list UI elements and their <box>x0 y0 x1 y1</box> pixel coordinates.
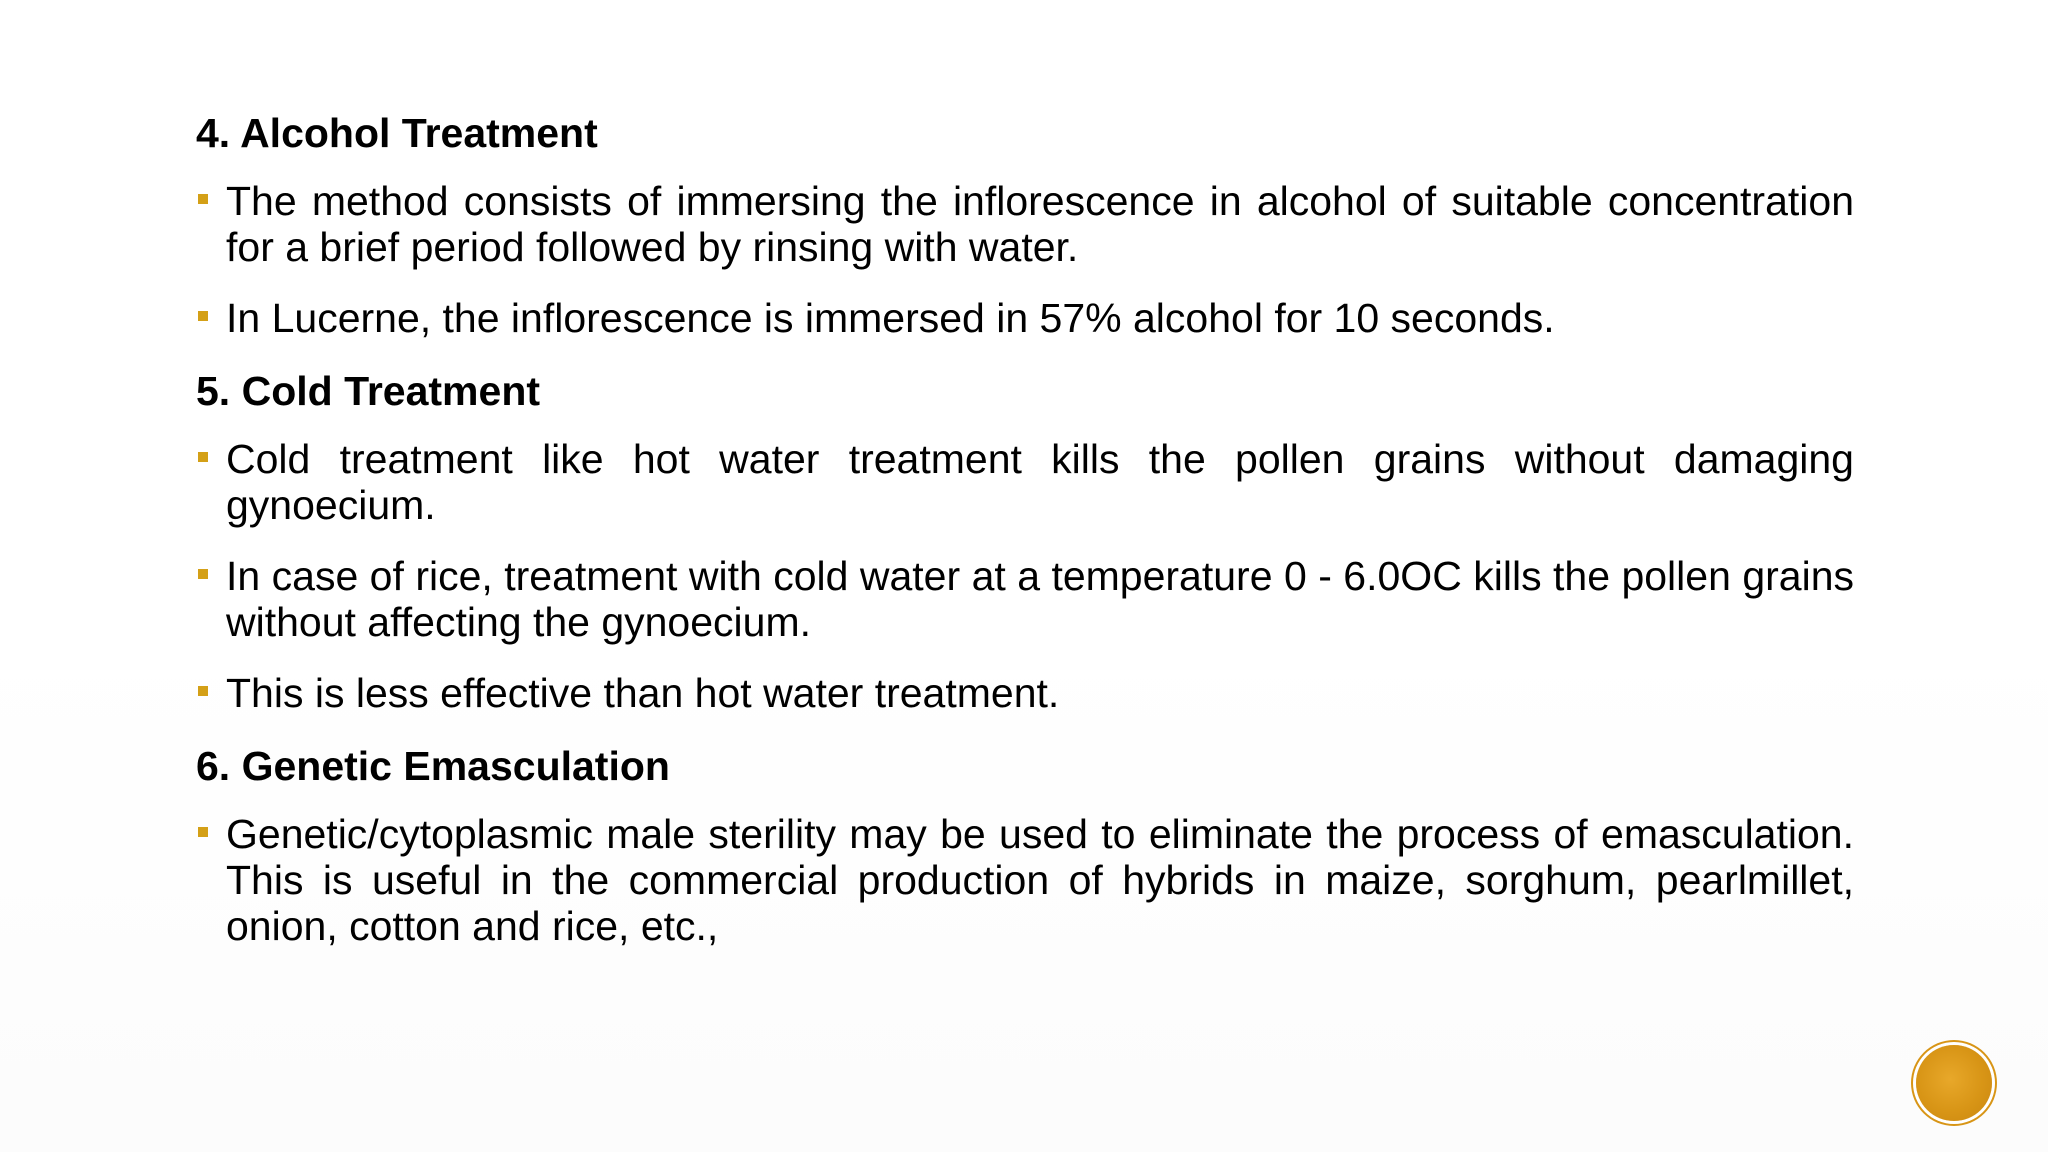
slide-number-badge-icon <box>1916 1045 1992 1121</box>
bullet-square-icon <box>198 311 208 321</box>
section-heading-alcohol-treatment: 4. Alcohol Treatment <box>196 110 598 156</box>
bullet-item <box>196 553 1854 645</box>
bullet-square-icon <box>198 452 208 462</box>
bullet-item <box>196 670 1854 716</box>
bullet-text: Cold treatment like hot water treatment kills the pollen grains without damaging gynoecium. <box>226 436 1854 528</box>
bullet-square-icon <box>198 194 208 204</box>
bullet-text: Genetic/cytoplasmic male sterility may be used to eliminate the process of emasculation. This is useful in the commercial production of hybrids in maize, sorghum, pearlmillet, onion, cotton and rice, etc., <box>226 811 1854 949</box>
bullet-square-icon <box>198 686 208 696</box>
bullet-square-icon <box>198 827 208 837</box>
bullet-text: In case of rice, treatment with cold water at a temperature 0 - 6.0OC kills the pollen grains without affecting the gynoecium. <box>226 553 1854 645</box>
bullet-item <box>196 436 1854 528</box>
section-heading-cold-treatment: 5. Cold Treatment <box>196 368 541 414</box>
bullet-item <box>196 811 1854 949</box>
bullet-square-icon <box>198 569 208 579</box>
bullet-text: In Lucerne, the inflorescence is immersed in 57% alcohol for 10 seconds. <box>226 295 1555 341</box>
bullet-text: This is less effective than hot water treatment. <box>226 670 1060 716</box>
bullet-item <box>196 295 1854 341</box>
bullet-item <box>196 178 1854 270</box>
section-heading-genetic-emasculation: 6. Genetic Emasculation <box>196 743 670 789</box>
bullet-text: The method consists of immersing the inflorescence in alcohol of suitable concentration for a brief period followed by rinsing with water. <box>226 178 1854 270</box>
slide-content <box>196 108 1854 974</box>
